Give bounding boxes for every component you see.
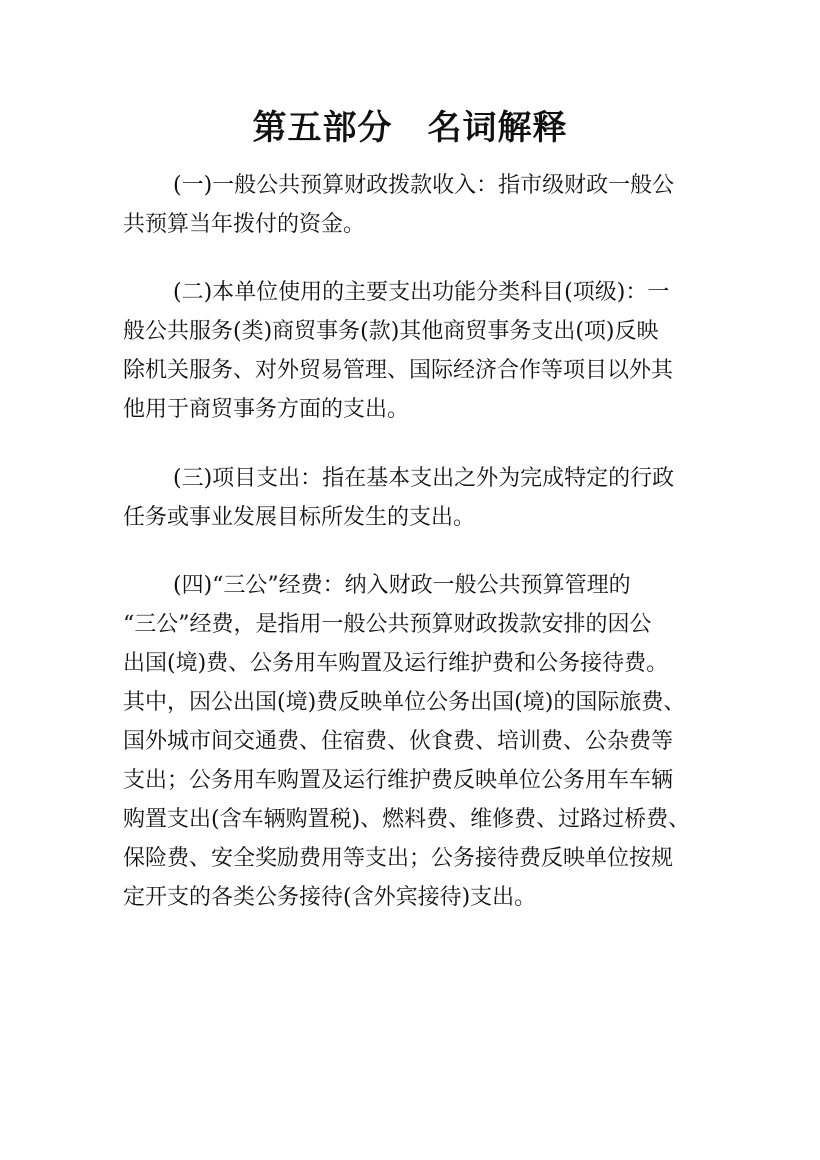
page-title: 第五部分 名词解释 bbox=[252, 108, 568, 148]
definition-project-expenditure bbox=[123, 459, 703, 537]
paragraph-line: 支出；公务用车购置及运行维护费反映单位公务用车车辆 bbox=[123, 768, 674, 793]
paragraph-line: “三公”经费，是指用一般公共预算财政拨款安排的因公 bbox=[123, 612, 652, 637]
definition-general-budget-appropriation bbox=[123, 166, 703, 244]
paragraph-line: 定开支的各类公务接待(含外宾接待)支出。 bbox=[123, 885, 537, 910]
paragraph-line: 保险费、安全奖励费用等支出；公务接待费反映单位按规 bbox=[123, 846, 674, 871]
paragraph-line: 他用于商贸事务方面的支出。 bbox=[123, 397, 410, 422]
definition-expenditure-classification bbox=[123, 273, 703, 429]
paragraph-line: (三)项目支出：指在基本支出之外为完成特定的行政 bbox=[173, 466, 675, 491]
paragraph-line: 出国(境)费、公务用车购置及运行维护费和公务接待费。 bbox=[123, 651, 669, 676]
paragraph-line: 任务或事业发展目标所发生的支出。 bbox=[123, 505, 476, 530]
paragraph-line: 国外城市间交通费、住宿费、伙食费、培训费、公杂费等 bbox=[123, 729, 674, 754]
paragraph-line: 共预算当年拨付的资金。 bbox=[123, 212, 366, 237]
paragraph-line: 其中，因公出国(境)费反映单位公务出国(境)的国际旅费、 bbox=[123, 690, 686, 715]
paragraph-line: 般公共服务(类)商贸事务(款)其他商贸事务支出(项)反映 bbox=[123, 319, 659, 344]
paragraph-line: 购置支出(含车辆购置税)、燃料费、维修费、过路过桥费、 bbox=[123, 807, 691, 832]
paragraph-line: (四)“三公”经费：纳入财政一般公共预算管理的 bbox=[173, 573, 631, 598]
paragraph-line: (一)一般公共预算财政拨款收入：指市级财政一般公 bbox=[173, 173, 675, 198]
paragraph-line: (二)本单位使用的主要支出功能分类科目(项级)：一 bbox=[173, 280, 670, 305]
paragraph-line: 除机关服务、对外贸易管理、国际经济合作等项目以外其 bbox=[123, 358, 674, 383]
definition-three-public-expenses bbox=[123, 566, 703, 917]
